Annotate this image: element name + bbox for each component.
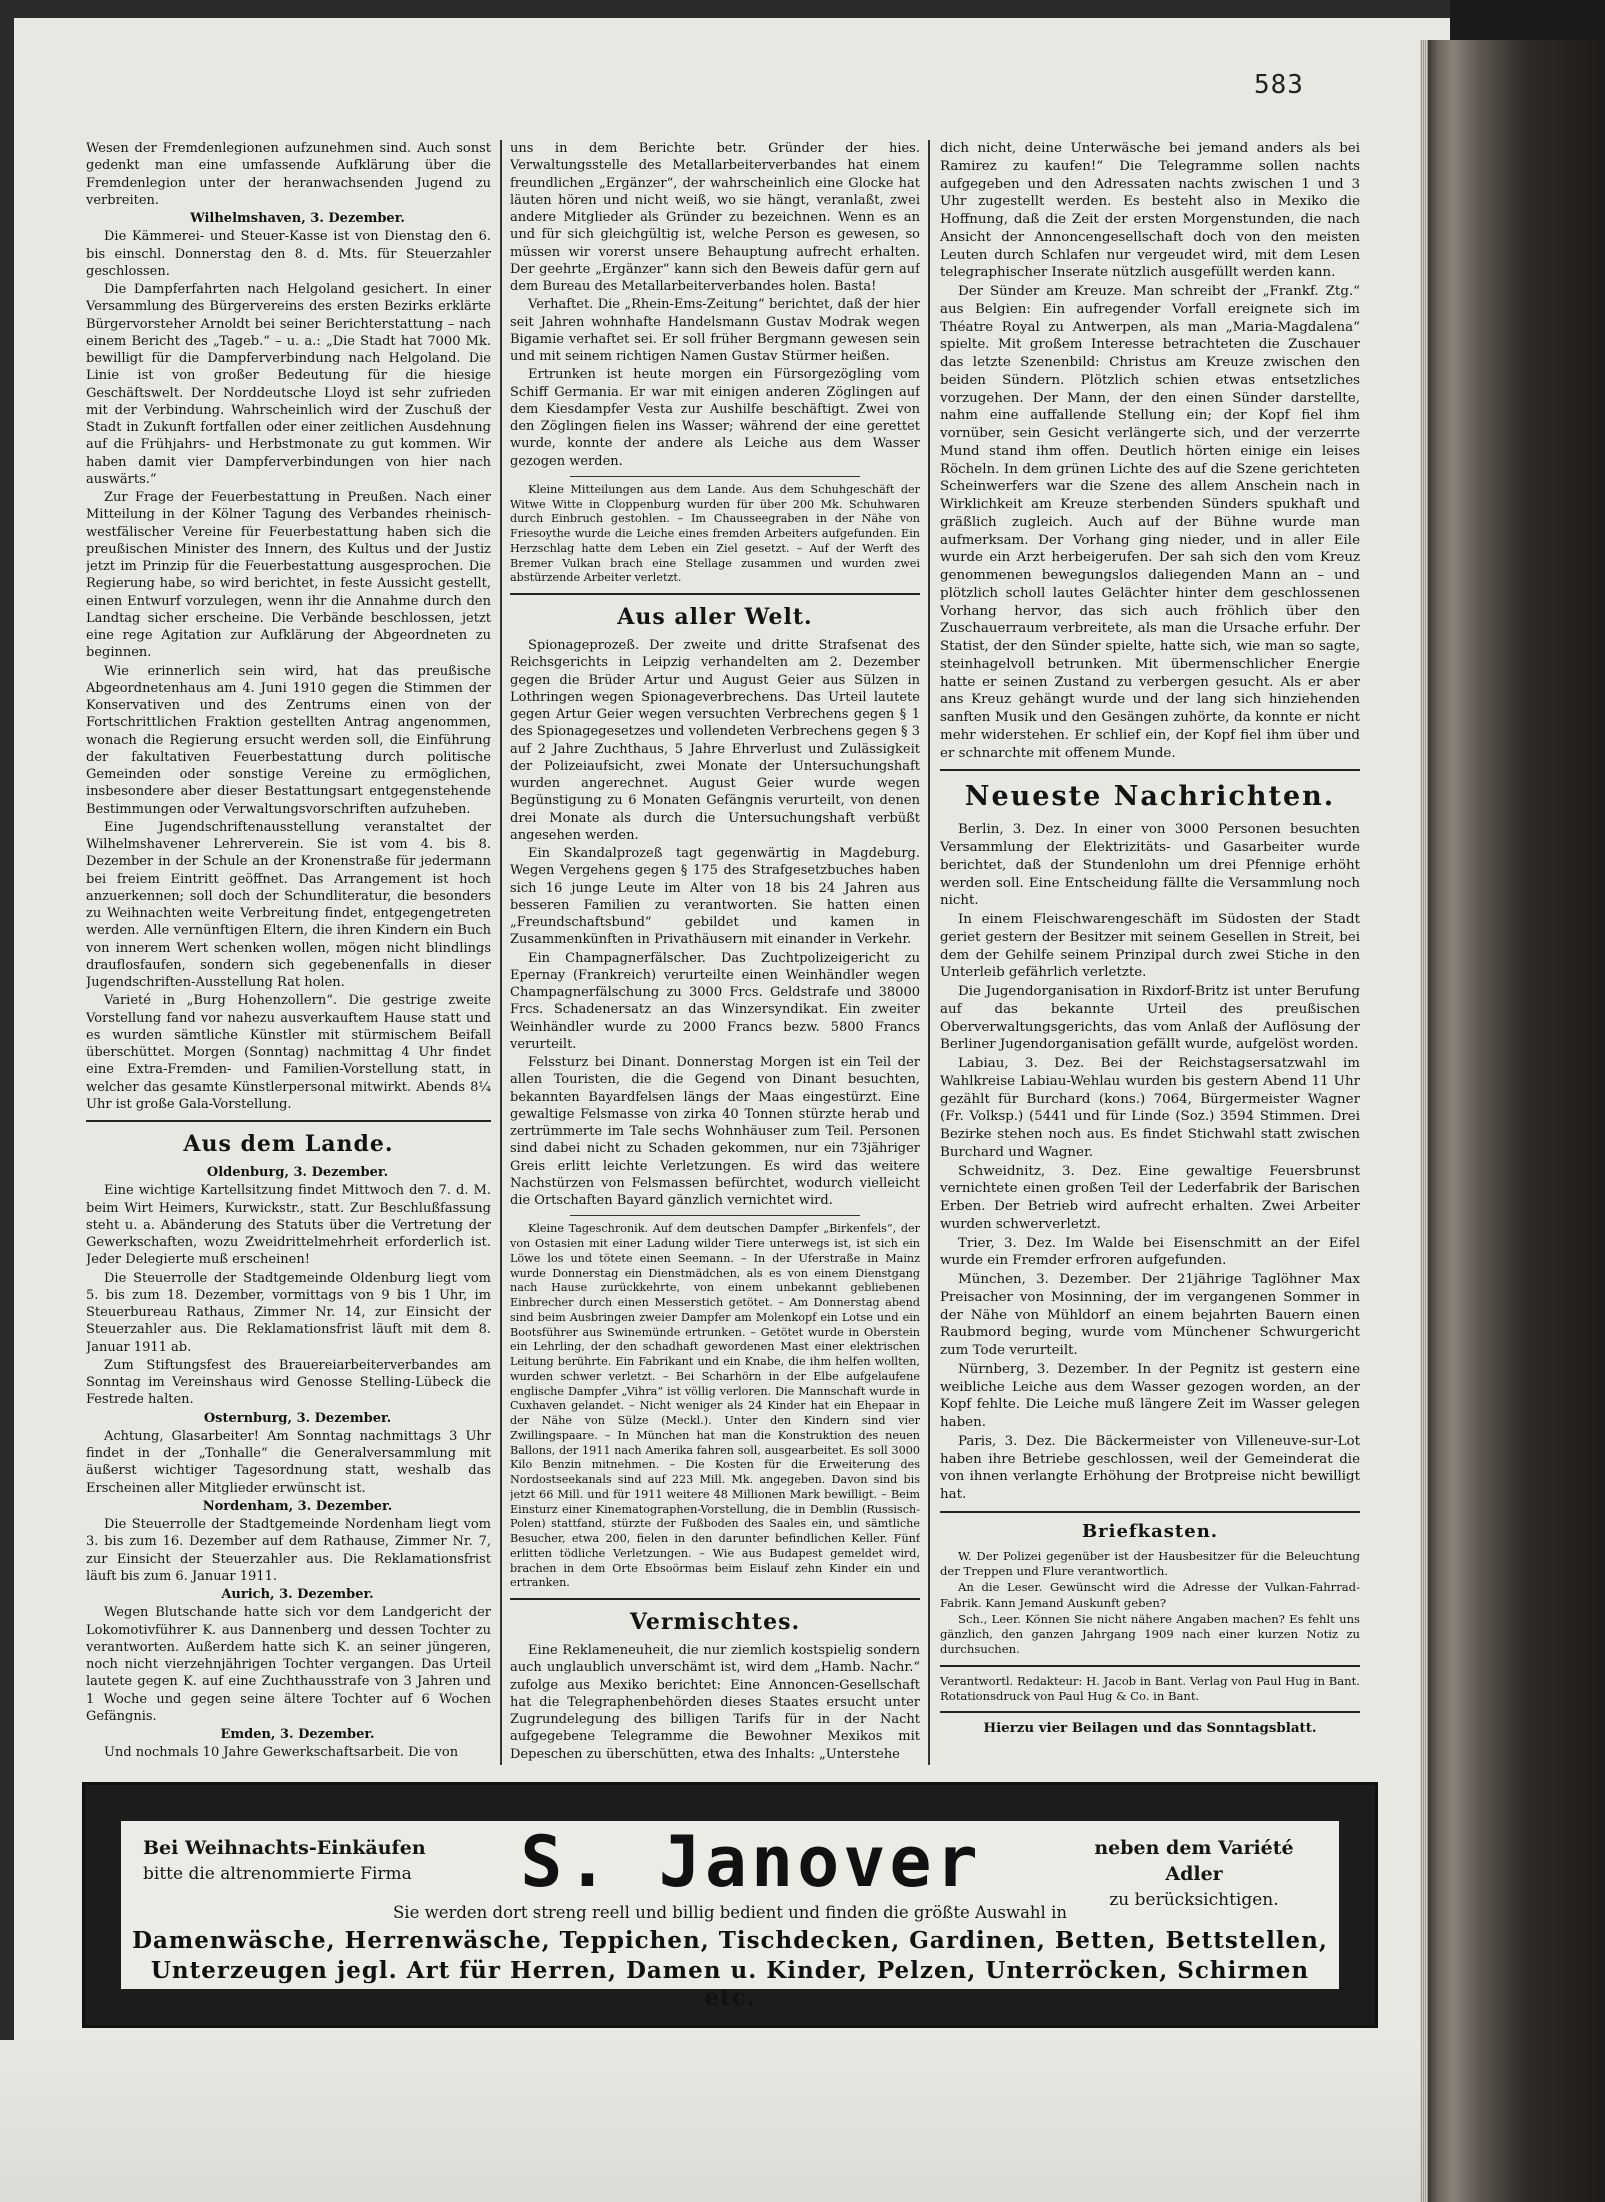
dateline: Aurich, 3. Dezember. <box>221 1587 374 1602</box>
article-paragraph: Sch., Leer. Können Sie nicht nähere Angaben machen? Es fehlt uns gänzlich, den ganzen Jahrgang 1909 nach einer kurzen Notiz zu durchsuchen. <box>940 1611 1360 1657</box>
column-1 <box>86 140 491 1765</box>
ad-left-subline: bitte die altrenommierte Firma <box>143 1864 412 1884</box>
article-paragraph: Und nochmals 10 Jahre Gewerkschaftsarbeit. Die von <box>104 1745 459 1761</box>
article-paragraph: Ein Champagnerfälscher. Das Zuchtpolizeigericht zu Epernay (Frankreich) verurteilte einen Weinhändler wegen Champagnerfälschung zu 3000 Frcs. Geldstrafe und 38000 Frcs. Schadenersatz an das Winzersyndikat. Ein zweiter Weinhändler wurde zu 2000 Francs bezw. 5800 Francs verurteilt. <box>510 950 920 1052</box>
page-bottom-margin <box>0 2040 1430 2202</box>
section-divider <box>86 1120 491 1122</box>
article-paragraph: Wie erinnerlich sein wird, hat das preußische Abgeordnetenhaus am 4. Juni 1910 gegen die Stimmen der Konservativen und des Zentrums einen von der Fortschrittlichen Fraktion gestellten Antrag angenommen, wonach die Regierung ersucht werden soll, die Einführung der fakultativen Feuerbestattung durch politische Gemeinden oder sonstige Vereine zu ermöglichen, insbesondere aber dieser Bestattungsart entgegenstehende Bestimmungen oder Verwaltungsvorschriften aufzuheben. <box>86 663 491 817</box>
article-paragraph: Wesen der Fremdenlegionen aufzunehmen sind. Auch sonst gedenkt man eine umfassende Aufklärung über die Fremdenlegion unter der heranwachsenden Jugend zu verbreiten. <box>86 141 491 208</box>
ad-goods-line-2: Unterzeugen jegl. Art für Herren, Damen u. Kinder, Pelzen, Unterröcken, Schirmen etc. <box>150 1957 1310 2011</box>
dateline: Osternburg, 3. Dezember. <box>203 1410 392 1426</box>
short-divider <box>570 1215 860 1216</box>
article-paragraph: Zum Stiftungsfest des Brauereiarbeiterverbandes am Sonntag im Vereinshaus wird Genosse Stelling-Lübeck die Festrede halten. <box>86 1357 491 1408</box>
article-paragraph: Eine Jugendschriftenausstellung veranstaltet der Wilhelmshavener Lehrerverein. Sie ist vom 4. bis 8. Dezember in der Schule an der Kronenstraße für jedermann bei freiem Eintritt geöffnet. Das Arrangement ist hoch anzuerkennen; soll doch der Schundliteratur, die besonders zu Weihnachten weite Verbreitung findet, entgegengetreten werden. Alle vernünftigen Eltern, die ihren Kindern ein Buch von innerem Wert schenken wollen, mögen nicht blindlings drauflosfaufen, sondern sich gegebenenfalls in dieser Jugendschriften-Ausstellung Rat holen. <box>86 819 491 990</box>
article-paragraph: Die Kämmerei- und Steuer-Kasse ist von Dienstag den 6. bis einschl. Donnerstag den 8. d. Mts. für Steuerzahler geschlossen. <box>86 229 491 279</box>
ad-right-line: neben dem Variété Adler <box>1094 1837 1294 1885</box>
article-paragraph: Eine wichtige Kartellsitzung findet Mittwoch den 7. d. M. beim Wirt Heimers, Kurwickstr., statt. Zur Beschlußfassung steht u. a. Abänderung des Statuts über die Vertretung der Gewerkschaften, wozu Zweidrittelmehrheit erforderlich ist. Jeder Delegierte muß erscheinen! <box>86 1183 491 1268</box>
column-3 <box>940 140 1360 1740</box>
article-paragraph: Nürnberg, 3. Dezember. In der Pegnitz ist gestern eine weibliche Leiche aus dem Wasser gezogen worden, an der Kopf fehlte. Die Leiche muß längere Zeit im Wasser gelegen haben. <box>940 1361 1360 1430</box>
ad-left-line: Bei Weihnachts-Einkäufen <box>143 1837 426 1859</box>
article-paragraph: Ein Skandalprozeß tagt gegenwärtig in Magdeburg. Wegen Vergehens gegen § 175 des Strafgesetzbuches haben sich 16 junge Leute im Alter von 18 bis 24 Jahren aus besseren Familien zu verantworten. Sie hatten einen „Freundschaftsbund“ gebildet und kamen in Zusammenkünften in Privathäusern mit einander in Verkehr. <box>510 846 920 948</box>
advertisement <box>82 1782 1378 2028</box>
article-paragraph: München, 3. Dezember. Der 21jährige Taglöhner Max Preisacher von Mosinning, der im vergangenen Sommer in der Nähe von Mühldorf an einem bejahrten Bauern einen Raubmord beging, wurde vom Münchener Schwurgericht zum Tode verurteilt. <box>940 1272 1360 1358</box>
scan-top-edge <box>0 0 1450 18</box>
article-paragraph: Schweidnitz, 3. Dez. Eine gewaltige Feuersbrunst vernichtete einen großen Teil der Lederfabrik der Barischen Erben. Der Betrieb wird aufrecht erhalten. Zwei Arbeiter wurden schwerverletzt. <box>940 1163 1360 1232</box>
dateline: Wilhelmshaven, 3. Dezember. <box>190 211 405 226</box>
article-paragraph: Die Dampferfahrten nach Helgoland gesichert. In einer Versammlung des Bürgervereins des ersten Bezirks erklärte Bürgervorsteher Arnoldt bei seiner Berichterstattung – nach einem Bericht des „Tageb.“ – u. a.: „Die Stadt hat 7000 Mk. bewilligt für die Dampferverbindung nach Helgoland. Die Linie ist von großer Bedeutung für die hiesige Geschäftswelt. Der Norddeutsche Lloyd ist sehr zufrieden mit der Verbindung. Wahrscheinlich wird der Zuschuß der Stadt in Zukunft fortfallen oder einer zeitlichen Ausdehnung auf die Frühjahrs- und Herbstmonate zu gut kommen. Wir haben damit vier Dampferverbindungen von hier nach auswärts.“ <box>86 282 491 487</box>
section-divider <box>940 1511 1360 1513</box>
ad-left-text <box>143 1835 433 1887</box>
short-divider <box>570 476 860 477</box>
article-paragraph: Verhaftet. Die „Rhein-Ems-Zeitung“ berichtet, daß der hier seit Jahren wohnhafte Handelsmann Gustav Modrak wegen Bigamie verhaftet sei. Er soll früher Bergmann gewesen sein und mit seinem richtigen Namen Gustav Stürmer heißen. <box>510 297 920 364</box>
article-paragraph: An die Leser. Gewünscht wird die Adresse der Vulkan-Fahrrad-Fabrik. Kann Jemand Auskunft geben? <box>940 1580 1360 1610</box>
column-rule <box>928 140 930 1765</box>
section-divider <box>510 593 920 595</box>
section-divider <box>940 769 1360 771</box>
article-paragraph: dich nicht, deine Unterwäsche bei jemand anders als bei Ramirez zu kaufen!“ Die Telegramme sollen nachts aufgegeben und den Adressaten nachts zwischen 1 und 3 Uhr zugestellt werden. Es besteht also in Mexiko die Hoffnung, daß die Zeit der ersten Morgenstunden, die nach Ansicht der Annoncengesellschaft doch von den meisten Leuten durch Schlafen nur vergeudet wird, mit dem Lesen telegraphischer Inserate nützlich ausgefüllt werden kann. <box>940 141 1360 281</box>
ad-right-subline: zu berücksichtigen. <box>1109 1890 1279 1910</box>
section-heading: Aus dem Lande. <box>183 1131 394 1157</box>
article-paragraph: In einem Fleischwarengeschäft im Südosten der Stadt geriet gestern der Besitzer mit seinem Gesellen in Streit, bei dem der Gehilfe seinem Prinzipal durch zwei Stiche in den Unterleib gefährlich verletzte. <box>940 912 1360 981</box>
scan-left-edge <box>0 0 14 2202</box>
ad-middle-line: Sie werden dort streng reell und billig bedient und finden die größte Auswahl in <box>392 1903 1067 1922</box>
section-heading: Briefkasten. <box>1081 1520 1219 1542</box>
column-rule <box>500 140 502 1765</box>
section-heading: Neueste Nachrichten. <box>964 781 1336 813</box>
article-paragraph: Die Jugendorganisation in Rixdorf-Britz ist unter Berufung auf das bekannte Urteil des preußischen Oberverwaltungsgerichts, das vom Anlaß der Auflösung der Berliner Jugendorganisation gefällt wurde, aufgelöst worden. <box>940 984 1360 1053</box>
article-paragraph: Paris, 3. Dez. Die Bäckermeister von Villeneuve-sur-Lot haben ihre Betriebe geschlossen, weil der Gemeinderat die von ihnen verlangte Erhöhung der Brotpreise nicht bewilligt hat. <box>940 1433 1360 1502</box>
section-divider <box>510 1598 920 1600</box>
article-paragraph: uns in dem Berichte betr. Gründer der hies. Verwaltungsstelle des Metallarbeiterverbandes hat einem freundlichen „Ergänzer“, der wahrscheinlich eine Glocke hat läuten hören und nicht weiß, wo sie hängt, veranlaßt, zwei andere Mitglieder als Gründer zu bezeichnen. Wenn es an und für sich gleichgültig ist, welche Person es gewesen, so müssen wir vorerst unsere Behauptung aufrecht erhalten. Der geehrte „Ergänzer“ kann sich den Beweis dafür gern auf dem Bureau des Metallarbeiterverbandes holen. Basta! <box>510 141 920 294</box>
article-paragraph: Die Steuerrolle der Stadtgemeinde Nordenham liegt vom 3. bis zum 16. Dezember auf dem Rathause, Zimmer Nr. 7, zur Einsicht der Steuerzahler aus. Die Reklamationsfrist läuft bis zum 6. Januar 1911. <box>86 1517 491 1584</box>
article-paragraph: Wegen Blutschande hatte sich vor dem Landgericht der Lokomotivführer K. aus Dannenberg und dessen Tochter zu verantworten. Außerdem hatte sich K. an seiner jüngeren, noch nicht vierzehnjährigen Tochter vergangen. Das Urteil lautete gegen K. auf eine Zuchthausstrafe von 3 Jahren und 1 Woche und gegen seine ältere Tochter auf 6 Wochen Gefängnis. <box>86 1605 491 1724</box>
section-divider <box>940 1665 1360 1667</box>
dateline: Oldenburg, 3. Dezember. <box>206 1165 389 1180</box>
ad-right-text <box>1069 1835 1319 1913</box>
article-paragraph: Felssturz bei Dinant. Donnerstag Morgen ist ein Teil der allen Touristen, die die Gegend von Dinant besuchten, bekannten Bayardfelsen längs der Maas eingestürzt. Eine gewaltige Felsmasse von zirka 40 Tonnen stürzte herab und zertrümmerte im Tale sechs Wohnhäuser zum Teil. Personen sind dabei nicht zu Schaden gekommen, nur ein 73jähriger Greis erlitt leichte Verletzungen. Es wird das weitere Nachstürzen von Felsmassen befürchtet, wodurch vielleicht die Ortschaften Bayard gänzlich vernichtet wird. <box>510 1055 920 1208</box>
section-heading: Aus aller Welt. <box>617 604 813 630</box>
dateline: Emden, 3. Dezember. <box>220 1727 375 1742</box>
article-paragraph: Ertrunken ist heute morgen ein Fürsorgezögling vom Schiff Germania. Er war mit einigen anderen Zöglingen auf dem Kiesdampfer Vesta zur Aushilfe beschäftigt. Zwei von den Zöglingen fielen ins Wasser; während der eine gerettet wurde, konnte der andere als Leiche aus dem Wasser gezogen werden. <box>510 367 920 469</box>
article-paragraph: Varieté in „Burg Hohenzollern“. Die gestrige zweite Vorstellung fand vor nahezu ausverkauftem Hause statt und es wurden sämtliche Künstler mit stürmischem Beifall überschüttet. Morgen (Sonntag) nachmittag 4 Uhr findet eine Extra-Fremden- und Familien-Vorstellung statt, in welcher das gesamte Künstlerpersonal mitwirkt. Abends 8¼ Uhr ist große Gala-Vorstellung. <box>86 993 491 1112</box>
article-paragraph: Die Steuerrolle der Stadtgemeinde Oldenburg liegt vom 5. bis zum 18. Dezember, vormittags von 9 bis 1 Uhr, im Steuerbureau Rathaus, Zimmer Nr. 14, zur Einsicht der Steuerzahler aus. Die Reklamationsfrist läuft mit dem 8. Januar 1911 ab. <box>86 1270 491 1355</box>
article-paragraph: Kleine Tageschronik. Auf dem deutschen Dampfer „Birkenfels“, der von Ostasien mit einer Ladung wilder Tiere unterwegs ist, ist sich ein Löwe los und tötete einen Seemann. – In der Uferstraße in Mainz wurde Donnerstag ein Dienstmädchen, als es von einem Dienstgang nach Hause zurückkehrte, von einem unbekannt gebliebenen Einbrecher durch einen Messerstich getötet. – Am Donnerstag abend sind beim Ausbringen zweier Dampfer am Molenkopf ein Lotse und ein Bootsführer aus Swinemünde ertrunken. – Getötet wurde in Oberstein ein Lehrling, der den schadhaft gewordenen Mast einer elektrischen Leitung berührte. Ein Fabrikant und ein Knabe, die ihm helfen wollten, wurden schwer verletzt. – Bei Scharhörn in der Elbe aufgelaufene englische Dampfer „Vihra“ ist völlig verloren. Die Mannschaft wurde in Cuxhaven gelandet. – Nicht weniger als 24 Kinder hat ein Ehepaar in der Nähe von Sülze (Meckl.). Unter den Kindern sind vier Zwillingspaare. – In München hat man die Konstruktion des neuen Ballons, der 1911 nach Amerika fahren soll, ausgearbeitet. Es soll 3000 Kilo Benzin mitnehmen. – Die Kosten für die Erweiterung des Nordostseekanals sind auf 223 Mill. Mk. angegeben. Davon sind bis jetzt 66 Mill. und für 1911 weitere 48 Millionen Mark bewilligt. – Beim Einsturz einer Kinematographen-Vorstellung, die in Demblin (Russisch-Polen) stattfand, stürzte der Fußboden des Saales ein, und sämtliche Besucher, etwa 200, fielen in den darunter befindlichen Keller. Fünf erlitten tödliche Verletzungen. – Wie aus Budapest gemeldet wird, brachen in dem Orte Ebsoörmas beim Eislauf zehn Kinder ein und ertranken. <box>510 1222 920 1590</box>
article-paragraph: Berlin, 3. Dez. In einer von 3000 Personen besuchten Versammlung der Elektrizitäts- und Gasarbeiter wurde berichtet, daß der Stundenlohn um drei Pfennige erhöht werden soll. Eine Entscheidung fällte die Versammlung noch nicht. <box>940 822 1360 909</box>
article-paragraph: Zur Frage der Feuerbestattung in Preußen. Nach einer Mitteilung in der Kölner Tagung des Verbandes rheinisch-westfälischer Vereine für Feuerbestattung haben sich die preußischen Minister des Innern, des Kultus und der Justiz jetzt im Prinzip für die Feuerbestattung ausgesprochen. Die Regierung habe, so wird berichtet, in feste Aussicht gestellt, einen Entwurf vorzulegen, wenn ihr die Annahme durch den Landtag sicher erscheine. Die Verbände beschlossen, jetzt eine rege Agitation zur Aufklärung der Abgeordneten zu beginnen. <box>86 490 491 661</box>
article-paragraph: Achtung, Glasarbeiter! Am Sonntag nachmittags 3 Uhr findet in der „Tonhalle“ die Generalversammlung mit äußerst wichtiger Tagesordnung statt, weshalb das Erscheinen aller Mitglieder erwünscht ist. <box>86 1428 491 1496</box>
column-2 <box>510 140 920 1765</box>
article-paragraph: Spionageprozeß. Der zweite und dritte Strafsenat des Reichsgerichts in Leipzig verhandelten am 2. Dezember gegen die Brüder Artur und August Geier aus Sülzen in Lothringen wegen Spionageverbrechens. Das Urteil lautete gegen Artur Geier wegen versuchten Verbrechens gegen § 1 des Spionagegesetzes und vollendeten Verbrechens gegen § 3 auf 2 Jahre Zuchthaus, 5 Jahre Ehrverlust und Zulässigkeit der Polizeiaufsicht, zwei Monate der Untersuchungshaft wurden angerechnet. August Geier wurde wegen Begünstigung zu 6 Monaten Gefängnis verurteilt, von denen drei Monate als durch die Untersuchungshaft verbüßt angesehen werden. <box>510 638 920 843</box>
supplement-note: Hierzu vier Beilagen und das Sonntagsblatt. <box>983 1720 1317 1736</box>
section-divider <box>940 1711 1360 1713</box>
advertisement-panel <box>121 1821 1339 2011</box>
article-paragraph: Der Sünder am Kreuze. Man schreibt der „Frankf. Ztg.“ aus Belgien: Ein aufregender Vorfall ereignete sich im Théatre Royal zu Antwerpen, als man „Maria-Magdalena“ spielte. Mit großem Interesse betrachteten die Zuschauer das letzte Szenenbild: Christus am Kreuze zwischen den beiden Sündern. Plötzlich schien etwas entsetzliches vorzugehen. Der Mann, der den einen Sünder darstellte, nahm eine auffallende Stellung ein; der Kopf fiel ihm vornüber, sein Gesicht verlängerte sich, und der verzerrte Mund stand ihm offen. Deutlich hörten einige ein leises Röcheln. In dem grünen Lichte des auf die Szene gerichteten Scheinwerfers war die Szene des allem Anschein nach in Wirklichkeit am Kreuze sterbenden Sünders spukhaft und gräßlich zugleich. Auch auf der Bühne wurde man aufmerksam. Der Vorhang ging nieder, und in aller Eile wurde ein Arzt herbeigerufen. Der sah sich den vom Kreuz genommenen bewegungslos daliegenden Mann an – und plötzlich scholl lautes Gelächter hinter dem geschlossenen Vorhang hervor, das sich auch fröhlich über den Zuschauerraum verbreitete, als man die Ursache erfuhr. Der Statist, der den Sünder spielte, hatte sich, wie man so sagte, steinhagelvoll betrunken. Mit übermenschlicher Energie hatte er seinen Zustand zu verbergen gesucht. Als er aber ans Kreuz gehängt wurde und der lang sich hinziehenden sanften Musik und den Gesängen zuhörte, da konnte er nicht mehr widerstehen. Er schlief ein, der Kopf fiel ihm über und er schnarchte mit offenem Munde. <box>940 284 1360 761</box>
article-paragraph: W. Der Polizei gegenüber ist der Hausbesitzer für die Beleuchtung der Treppen und Flure verantwortlich. <box>940 1548 1360 1578</box>
article-paragraph: Trier, 3. Dez. Im Walde bei Eisenschmitt an der Eifel wurde ein Fremder erfroren aufgefunden. <box>940 1235 1360 1269</box>
section-heading: Vermischtes. <box>629 1609 801 1635</box>
page-number: 583 <box>1254 70 1304 100</box>
book-spine <box>1428 40 1605 2202</box>
article-paragraph: Eine Reklameneuheit, die nur ziemlich kostspielig sondern auch unglaublich unverschämt ist, wird dem „Hamb. Nachr.“ zufolge aus Mexiko berichtet: Eine Annoncen-Gesellschaft hat die Telegraphenbehörden dieses Staates ersucht unter Zugrundelegung des billigen Tarifs für in der Nacht aufgegebene Telegramme die Bewohner Mexikos mit Depeschen zu überschütten, etwa des Inhalts: „Unterstehe <box>510 1643 920 1762</box>
dateline: Nordenham, 3. Dezember. <box>202 1498 393 1514</box>
article-paragraph: Labiau, 3. Dez. Bei der Reichstagsersatzwahl im Wahlkreise Labiau-Wehlau wurden bis gestern Abend 11 Uhr gezählt für Burchard (kons.) 7064, Bürgermeister Wagner (Fr. Volksp.) (5441 und für Linde (Soz.) 3594 Stimmen. Drei Bezirke stehen noch aus. Es findet Stichwahl statt zwischen Burchard und Wagner. <box>940 1056 1360 1160</box>
imprint: Verantwortl. Redakteur: H. Jacob in Bant. Verlag von Paul Hug in Bant. Rotationsdruck von Paul Hug & Co. in Bant. <box>940 1673 1360 1703</box>
ad-goods-line-1: Damenwäsche, Herrenwäsche, Teppichen, Tischdecken, Gardinen, Betten, Bettstellen, <box>132 1927 1328 1954</box>
ad-company-name: S. Janover <box>520 1821 982 1903</box>
article-paragraph: Kleine Mitteilungen aus dem Lande. Aus dem Schuhgeschäft der Witwe Witte in Cloppenburg wurden für über 200 Mk. Schuhwaren durch Einbruch gestohlen. – Im Chausseegraben in der Nähe von Friesoythe wurde die Leiche eines fremden Arbeiters aufgefunden. Ein Herzschlag hatte dem Leben ein Ziel gesetzt. – Auf der Werft des Bremer Vulkan brach eine Stellage zusammen und wurden zwei abstürzende Arbeiter verletzt. <box>510 482 920 585</box>
